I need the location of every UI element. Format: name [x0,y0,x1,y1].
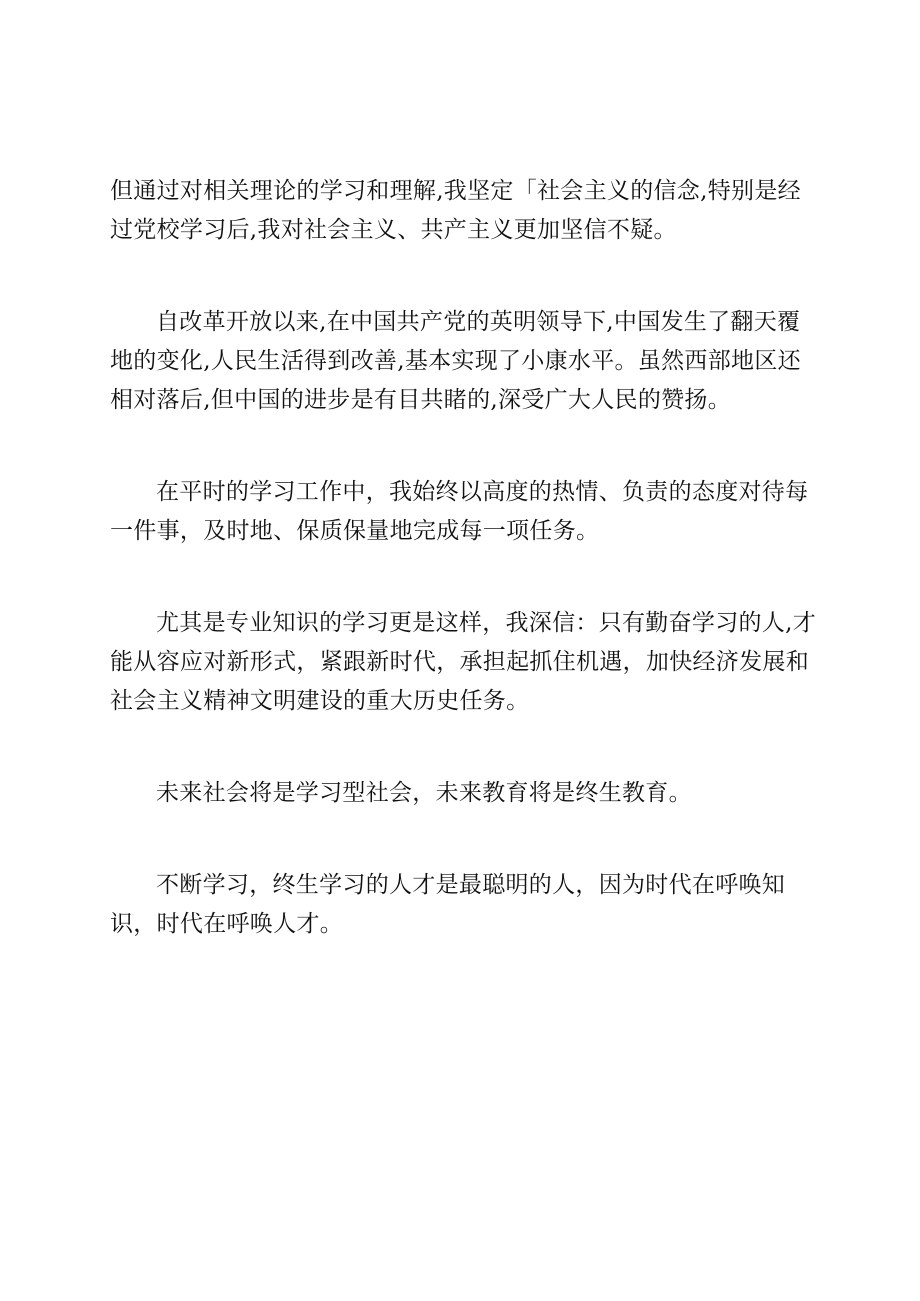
paragraph-line: 未来社会将是学习型社会，未来教育将是终生教育。 [156,780,692,806]
paragraph-line: 相对落后,但中国的进步是有目共睹的,深受广大人民的赞扬。 [110,387,732,413]
paragraph-line: 社会主义精神文明建设的重大历史任务。 [110,688,530,714]
paragraph-line: 但通过对相关理论的学习和理解,我坚定「社会主义的信念,特别是经 [110,178,801,204]
paragraph-line: 能从容应对新形式，紧跟新时代，承担起抓住机遇，加快经济发展和 [110,649,809,675]
paragraph-line: 地的变化,人民生活得到改善,基本实现了小康水平。虽然西部地区还 [110,348,801,374]
paragraph-line: 自改革开放以来,在中国共产党的英明领导下,中国发生了翻天覆 [156,309,801,335]
paragraph-line: 尤其是专业知识的学习更是这样，我深信：只有勤奋学习的人,才 [156,610,817,636]
paragraph-2 [110,303,810,420]
paragraph-5 [110,774,810,813]
paragraph-3 [110,473,810,551]
paragraph-line: 过党校学习后,我对社会主义、共产主义更加坚信不疑。 [110,217,677,243]
paragraph-6 [110,866,810,944]
paragraph-line: 在平时的学习工作中，我始终以高度的热情、负责的态度对待每 [156,479,809,505]
paragraph-4 [110,604,817,721]
paragraph-line: 一件事，及时地、保质保量地完成每一项任务。 [110,518,600,544]
paragraph-line: 不断学习，终生学习的人才是最聪明的人，因为时代在呼唤知 [156,872,786,898]
paragraph-line: 识，时代在呼唤人才。 [110,911,343,937]
paragraph-1 [110,172,810,250]
